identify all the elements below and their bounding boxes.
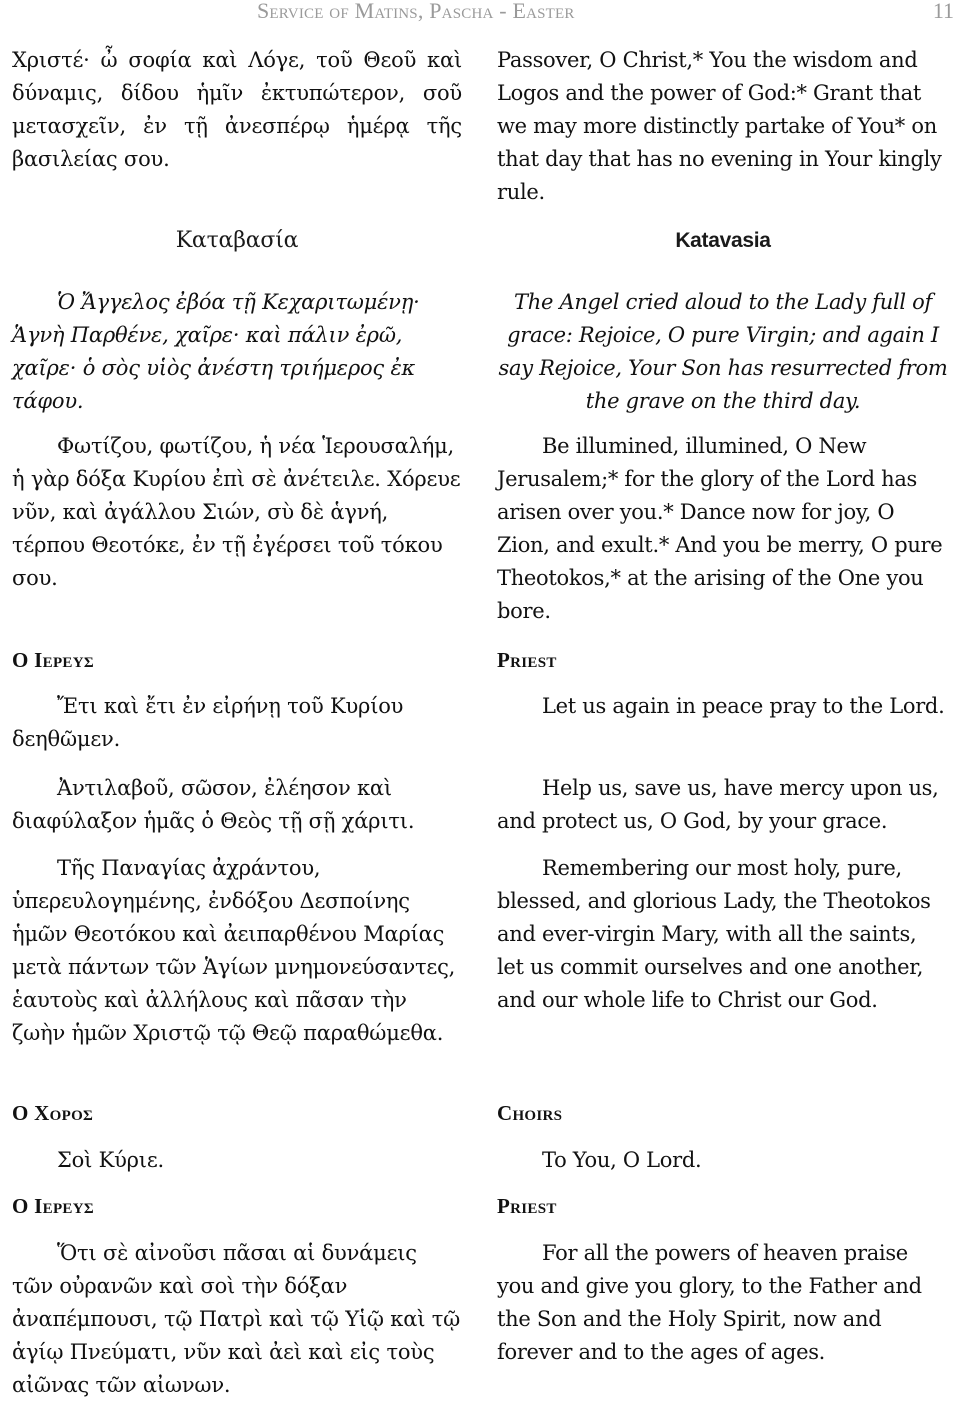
english-litany-remembering: Remembering our most holy, pure, blessed, and glorious Lady, the Theotokos and ever-virgin Mary, with all the saints, let us commit ourselves and one another, and our whole life to Christ our God. bbox=[497, 856, 931, 1012]
english-katavasia-text: The Angel cried aloud to the Lady full of grace: Rejoice, O pure Virgin; and again I say Rejoice, Your Son has resurrected from the grave on the third day. bbox=[498, 290, 948, 413]
greek-fotizou: Φωτίζου, φωτίζου, ἡ νέα Ἱερουσαλήμ, ἡ γὰρ δόξα Κυρίου ἐπὶ σὲ ἀνέτειλε. Χόρευε νῦν, καὶ ἀγάλλου Σιών, σὺ δὲ ἁγνή, τέρπου Θεοτόκε, ἐν τῇ ἐγέρσει τοῦ τόκου σου. bbox=[12, 434, 461, 590]
greek-litany-eti: Ἔτι καὶ ἔτι ἐν εἰρήνῃ τοῦ Κυρίου δεηθῶμεν. bbox=[12, 694, 404, 751]
english-priest-rubric-2: Priest bbox=[497, 1194, 557, 1218]
english-exclamation-for-all: For all the powers of heaven praise you and give you glory, to the Father and the Son and the Holy Spirit, now and forever and to the ages of ages. bbox=[497, 1241, 922, 1364]
greek-priest-rubric-2: Ο Ιερευς bbox=[12, 1194, 94, 1218]
greek-priest-rubric-1: Ο Ιερευς bbox=[12, 648, 94, 672]
english-priest-rubric-1: Priest bbox=[497, 648, 557, 672]
english-katavasia-heading: Katavasia bbox=[675, 229, 771, 252]
english-litany-again: Let us again in peace pray to the Lord. bbox=[542, 694, 945, 718]
running-title: Service of Matins, Pascha - Easter bbox=[257, 0, 575, 23]
english-litany-help: Help us, save us, have mercy upon us, and protect us, O God, by your grace. bbox=[497, 776, 939, 833]
greek-response-soi: Σοὶ Κύριε. bbox=[57, 1148, 164, 1172]
greek-choir-rubric: Ο Χορος bbox=[12, 1101, 94, 1125]
english-illumined: Be illumined, illumined, O New Jerusalem;* for the glory of the Lord has arisen over you.* Dance now for joy, O Zion, and exult.* And you be merry, O pure Theotokos,* at the arising of the One you bore. bbox=[497, 434, 943, 623]
english-response-to-you: To You, O Lord. bbox=[542, 1148, 702, 1172]
page-number: 11 bbox=[932, 0, 954, 23]
greek-litany-panagias: Τῆς Παναγίας ἀχράντου, ὑπερευλογημένης, ἐνδόξου Δεσποίνης ἡμῶν Θεοτόκου καὶ ἀειπαρθένου Μαρίας μετὰ πάντων τῶν Ἁγίων μνημονεύσαντες, ἑαυτοὺς καὶ ἀλλήλους καὶ πᾶσαν τὴν ζωὴν ἡμῶν Χριστῷ τῷ Θεῷ παραθώμεθα. bbox=[12, 856, 456, 1045]
english-ode-end: Passover, O Christ,* You the wisdom and Logos and the power of God:* Grant that we may more distinctly partake of You* on that day that has no evening in Your kingly rule. bbox=[497, 48, 942, 204]
english-choirs-rubric: Choirs bbox=[497, 1101, 563, 1125]
greek-litany-antilavou: Ἀντιλαβοῦ, σῶσον, ἐλέησον καὶ διαφύλαξον ἡμᾶς ὁ Θεὸς τῇ σῇ χάριτι. bbox=[12, 776, 415, 833]
page-header bbox=[0, 0, 960, 28]
greek-katavasia-text: Ὁ Ἄγγελος ἐβόα τῇ Κεχαριτωμένῃ· Ἁγνὴ Παρθένε, χαῖρε· καὶ πάλιν ἐρῶ, χαῖρε· ὁ σὸς υἱὸς ἀνέστη τριήμερος ἐκ τάφου. bbox=[12, 290, 420, 413]
greek-ode-end: Χριστέ· ὦ σοφία καὶ Λόγε, τοῦ Θεοῦ καὶ δύναμις, δίδου ἡμῖν ἐκτυπώτερον, σοῦ μετασχεῖν, ἐν τῇ ἀνεσπέρῳ ἡμέρᾳ τῆς βασιλείας σου. bbox=[12, 48, 462, 171]
greek-katavasia-heading: Καταβασία bbox=[175, 228, 299, 253]
greek-exclamation-oti: Ὅτι σὲ αἰνοῦσι πᾶσαι αἱ δυνάμεις τῶν οὐρανῶν καὶ σοὶ τὴν δόξαν ἀναπέμπουσι, τῷ Πατρὶ καὶ τῷ Υἱῷ καὶ τῷ ἁγίῳ Πνεύματι, νῦν καὶ ἀεὶ καὶ εἰς τοὺς αἰῶνας τῶν αἰωνων. bbox=[12, 1241, 461, 1397]
